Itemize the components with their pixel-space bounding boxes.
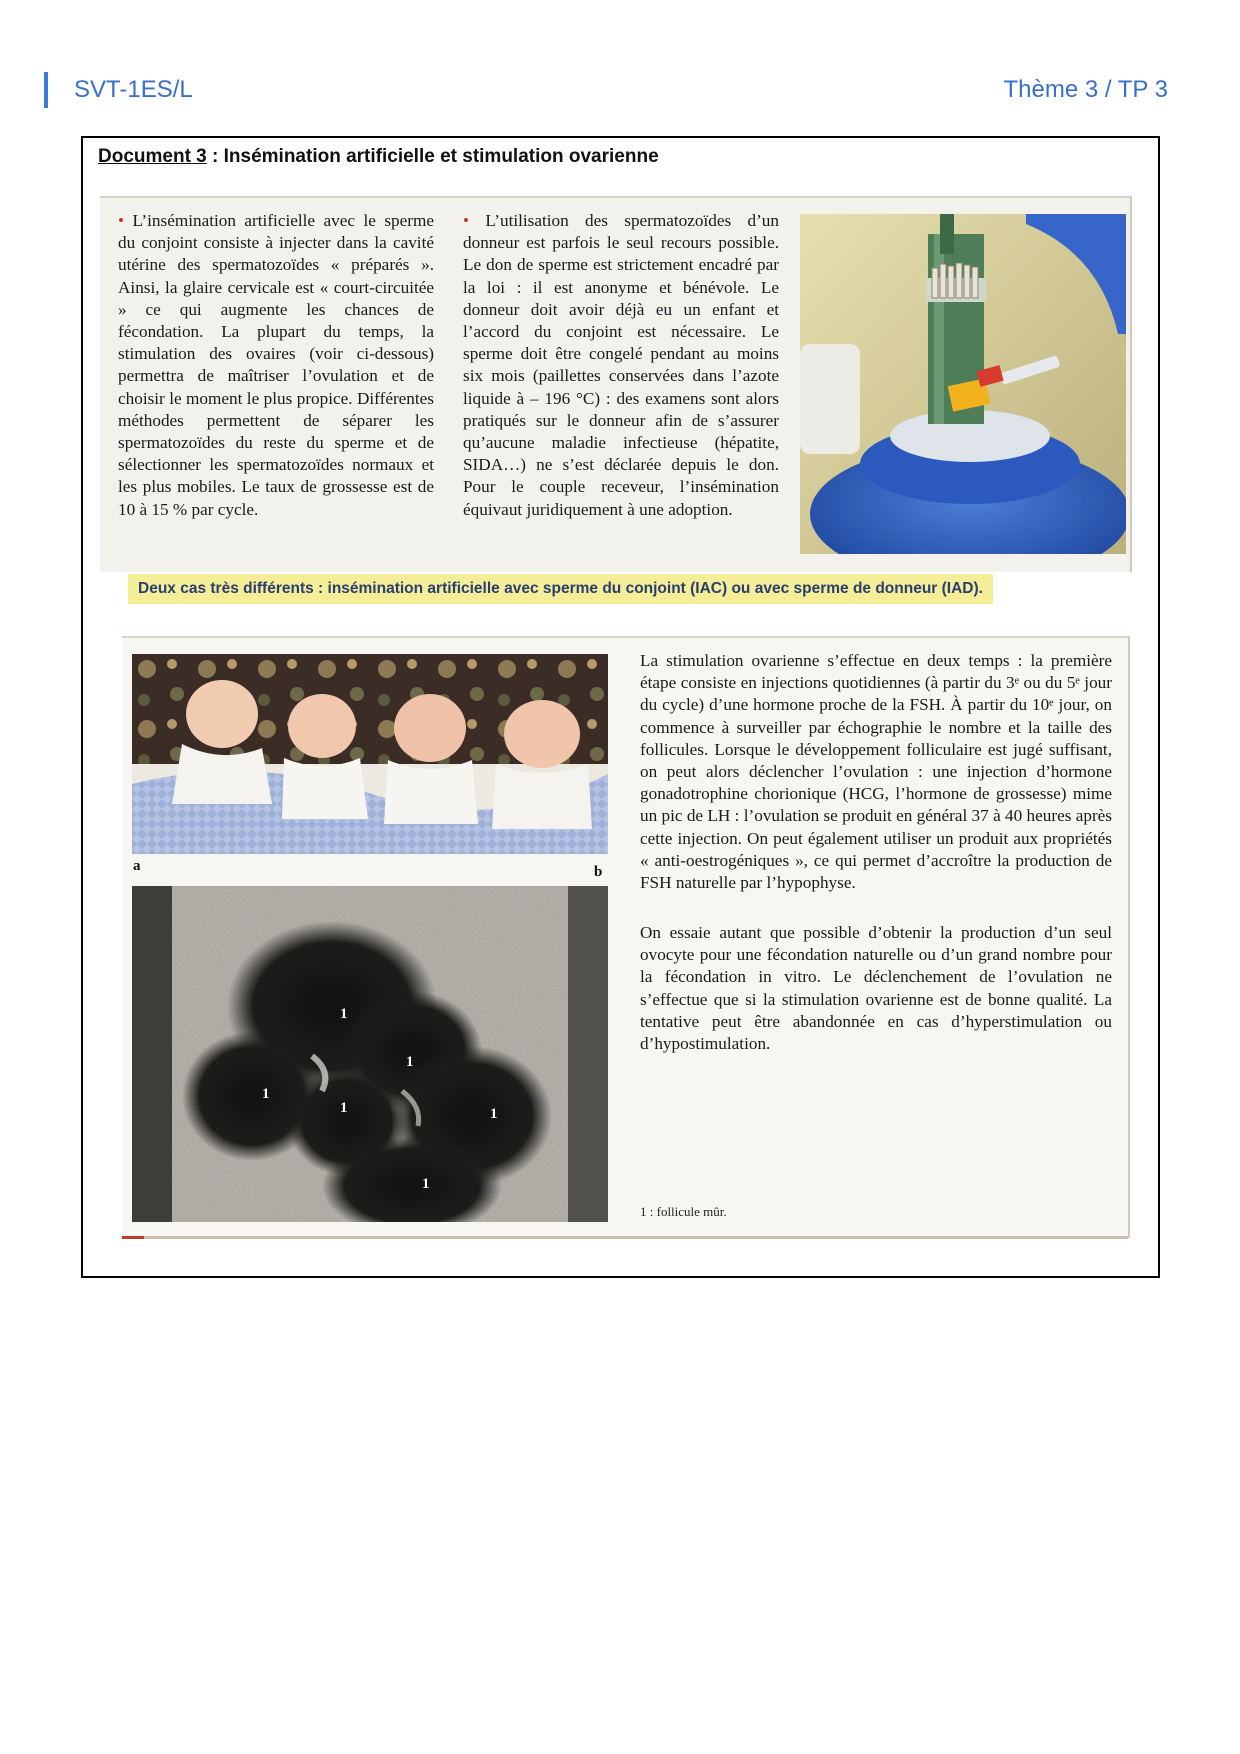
iac-text [118,210,434,521]
sperm-straws-photo [800,214,1126,554]
stimulation-paragraph: La stimulation ovarienne s’effectue en deux temps : la première étape consiste en injections quotidiennes (à partir du 3ᵉ ou du 5ᵉ jour du cycle) d’une hormone proche de la FSH. À partir du 10ᵉ jour, on commence à surveiller par échographie le nombre et la taille des follicules. Lorsque le développement folliculaire est jugé suffisant, on peut alors déclencher l’ovulation : une injection d’hormone gonadotrophine chorionique (HCG, l’hormone de grossesse) mime un pic de LH : l’ovulation se produit en général 37 à 40 heures après cette injection. On peut également utiliser un produit aux propriétés « anti-oestrogéniques », ce qui permet d’accroître la production de FSH naturelle par l’hypophyse. [640,651,1112,893]
ovary-ultrasound-image [132,886,608,1222]
liquid-nitrogen-tank-image [800,214,1126,554]
iac-paragraph: L’insémination artificielle avec le sperme du conjoint consiste à injecter dans la cavité utérine des spermatozoïdes « préparés ». Ainsi, la glaire cervicale est « court-circuitée » ce qui augmente les chances de fécondation. La plupart du temps, la stimulation des ovaires (voir ci-dessous) permettra de maîtriser l’ovulation et de choisir le moment le plus propice. Différentes méthodes permettent de séparer les spermatozoïdes du reste du sperme et de sélectionner les spermatozoïdes normaux et les plus mobiles. Le taux de grossesse est de 10 à 15 % par cycle. [118,211,434,519]
follicle-marker: 1 [340,1100,348,1116]
bullet-icon: • [463,211,470,230]
document-title [98,146,659,168]
quadruplets-photo [132,654,608,854]
follicle-marker: 1 [490,1106,498,1122]
follicle-marker: 1 [262,1086,270,1102]
ultrasound-image [132,886,608,1222]
follicle-marker: 1 [406,1054,414,1070]
figure-label-b: b [594,864,603,880]
follicle-marker: 1 [422,1176,430,1192]
panel-bottom-accent [122,1236,144,1239]
bullet-icon: • [118,211,125,230]
ovocyte-paragraph: On essaie autant que possible d’obtenir la production d’un seul ovocyte pour une fécondation naturelle ou d’un grand nombre pour la fécondation in vitro. Le déclenchement de l’ovulation ne s’effectue que si la stimulation ovarienne est de bonne qualité. La tentative peut être abandonnée en cas d’hyperstimulation ou d’hypostimulation. [640,923,1112,1054]
document-title-text: : Insémination artificielle et stimulation ovarienne [206,146,659,167]
babies-image [132,654,608,854]
iad-paragraph: L’utilisation des spermatozoïdes d’un donneur est parfois le seul recours possible. Le don de sperme est strictement encadré par la loi : il est anonyme et bénévole. Le donneur doit avoir déjà eu un enfant et l’accord du conjoint est nécessaire. Le sperme doit être congelé pendant au moins six mois (paillettes conservées dans l’azote liquide à – 196 °C) : des examens sont alors pratiqués sur le donneur afin de s’assurer qu’aucune maladie infectieuse (hépatite, SIDA…) ne s’est déclarée depuis le don. Pour le couple receveur, l’insémination équivaut juridiquement à une adoption. [463,211,779,519]
iad-text [463,210,779,521]
header-course: SVT-1ES/L [74,76,193,103]
header-theme: Thème 3 / TP 3 [1003,76,1168,103]
panel-bottom-rule [122,1236,1128,1239]
figure-label-a: a [133,858,141,874]
document-title-label: Document 3 [98,146,207,167]
follicle-marker: 1 [340,1006,348,1022]
header-accent-bar [44,72,48,108]
follicle-legend: 1 : follicule mûr. [640,1204,727,1219]
insemination-caption: Deux cas très différents : insémination artificielle avec sperme du conjoint (IAC) ou avec sperme de donneur (IAD). [128,574,993,604]
